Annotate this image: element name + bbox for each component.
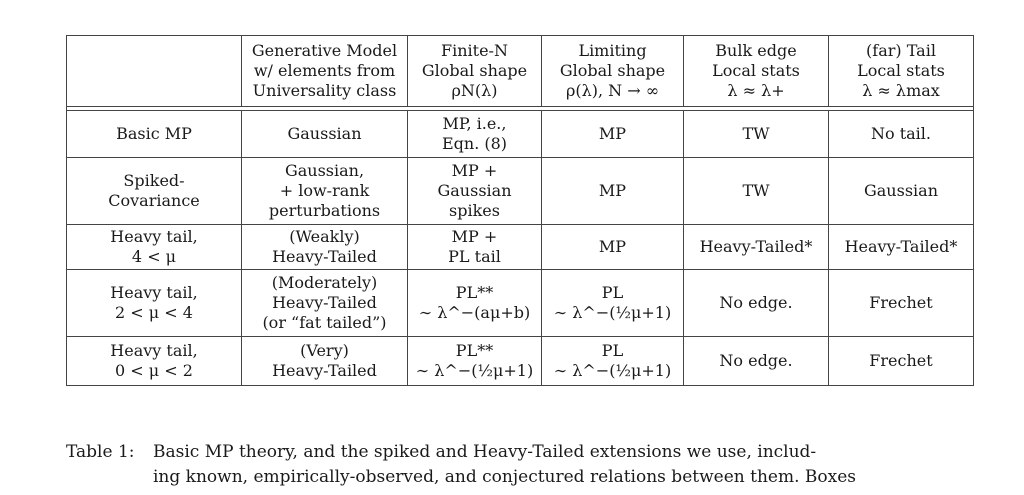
cell-line: MP + xyxy=(451,161,498,180)
header-limiting xyxy=(542,36,684,107)
cell-line: PL tail xyxy=(448,247,501,266)
limiting-cell xyxy=(542,337,684,386)
header-finite-n xyxy=(408,36,542,107)
model-name-cell xyxy=(67,225,242,270)
table-row xyxy=(67,158,974,225)
cell-line: ∼ λ^−(½μ+1) xyxy=(415,361,534,380)
header-line: Global shape xyxy=(421,61,528,80)
cell-line: Spiked- xyxy=(123,171,185,190)
cell-line: Gaussian xyxy=(437,181,512,200)
limiting-cell xyxy=(542,225,684,270)
cell-line: Heavy-Tailed* xyxy=(699,237,813,256)
cell-line: Heavy-Tailed xyxy=(272,293,377,312)
results-table xyxy=(66,35,974,386)
table-row xyxy=(67,225,974,270)
header-line: w/ elements from xyxy=(253,61,396,80)
cell-line: (Weakly) xyxy=(289,227,360,246)
header-line: Generative Model xyxy=(251,41,398,60)
cell-line: Gaussian, xyxy=(284,161,365,180)
cell-line: No tail. xyxy=(870,124,931,143)
finite-n-cell xyxy=(408,158,542,225)
model-name-cell xyxy=(67,158,242,225)
header-far-tail xyxy=(829,36,974,107)
cell-line: TW xyxy=(742,124,770,143)
cell-line: Frechet xyxy=(869,293,933,312)
bulk-edge-cell xyxy=(684,158,829,225)
far-tail-cell xyxy=(829,337,974,386)
cell-line: Gaussian xyxy=(287,124,362,143)
header-line: Finite-N xyxy=(441,41,508,60)
cell-line: Heavy tail, xyxy=(110,341,198,360)
cell-line: Heavy tail, xyxy=(110,227,198,246)
generative-model-cell xyxy=(242,111,408,158)
cell-line: 2 < μ < 4 xyxy=(115,303,193,322)
limiting-cell xyxy=(542,270,684,337)
header-line: Local stats xyxy=(712,61,800,80)
cell-line: 0 < μ < 2 xyxy=(115,361,193,380)
cell-line: PL xyxy=(601,341,624,360)
cell-line: (or “fat tailed”) xyxy=(262,313,387,332)
header-line: λ ≈ λ+ xyxy=(727,81,785,100)
cell-line: Gaussian xyxy=(863,181,938,200)
table-row xyxy=(67,270,974,337)
header-line: Limiting xyxy=(578,41,647,60)
cell-line: spikes xyxy=(449,201,500,220)
header-line: Universality class xyxy=(252,81,397,100)
model-name-cell xyxy=(67,337,242,386)
cell-line: Heavy-Tailed xyxy=(272,247,377,266)
cell-line: (Very) xyxy=(300,341,349,360)
finite-n-cell xyxy=(408,111,542,158)
cell-line: PL xyxy=(601,283,624,302)
far-tail-cell xyxy=(829,111,974,158)
cell-line: Heavy-Tailed* xyxy=(844,237,958,256)
table-row xyxy=(67,111,974,158)
header-cell-empty xyxy=(67,36,242,107)
cell-line: No edge. xyxy=(719,351,793,370)
cell-line: MP + xyxy=(451,227,498,246)
header-line: λ ≈ λmax xyxy=(862,81,940,100)
generative-model-cell xyxy=(242,337,408,386)
limiting-cell xyxy=(542,111,684,158)
cell-line: Covariance xyxy=(108,191,200,210)
cell-line: ∼ λ^−(½μ+1) xyxy=(553,303,672,322)
cell-line: Heavy tail, xyxy=(110,283,198,302)
finite-n-cell xyxy=(408,225,542,270)
finite-n-cell xyxy=(408,270,542,337)
header-bulk-edge xyxy=(684,36,829,107)
cell-line: PL** xyxy=(455,283,494,302)
limiting-cell xyxy=(542,158,684,225)
cell-line: No edge. xyxy=(719,293,793,312)
header-line: (far) Tail xyxy=(866,41,936,60)
cell-line: Heavy-Tailed xyxy=(272,361,377,380)
far-tail-cell xyxy=(829,270,974,337)
generative-model-cell xyxy=(242,225,408,270)
cell-line: PL** xyxy=(455,341,494,360)
cell-line: (Moderately) xyxy=(271,273,378,292)
bulk-edge-cell xyxy=(684,225,829,270)
table-body xyxy=(67,111,974,386)
caption-line-1: Basic MP theory, and the spiked and Heavy-Tailed extensions we use, includ- xyxy=(153,442,817,462)
bulk-edge-cell xyxy=(684,337,829,386)
model-name-cell xyxy=(67,111,242,158)
table-row xyxy=(67,337,974,386)
bulk-edge-cell xyxy=(684,270,829,337)
cell-line: TW xyxy=(742,181,770,200)
cell-line: Basic MP xyxy=(116,124,192,143)
cell-line: MP xyxy=(598,237,627,256)
table-header-row xyxy=(67,36,974,107)
cell-line: + low-rank xyxy=(279,181,370,200)
cell-line: perturbations xyxy=(268,201,381,220)
generative-model-cell xyxy=(242,158,408,225)
cell-line: MP xyxy=(598,124,627,143)
model-name-cell xyxy=(67,270,242,337)
caption-label: Table 1: xyxy=(66,442,135,462)
header-line: ρ(λ), N → ∞ xyxy=(565,81,660,100)
cell-line: ∼ λ^−(½μ+1) xyxy=(553,361,672,380)
far-tail-cell xyxy=(829,158,974,225)
cell-line: ∼ λ^−(aμ+b) xyxy=(418,303,531,322)
header-line: Bulk edge xyxy=(715,41,797,60)
cell-line: MP xyxy=(598,181,627,200)
header-generative-model xyxy=(242,36,408,107)
cell-line: Eqn. (8) xyxy=(441,134,508,153)
cell-line: Frechet xyxy=(869,351,933,370)
header-line: ρN(λ) xyxy=(451,81,498,100)
finite-n-cell xyxy=(408,337,542,386)
caption-line-2: ing known, empirically-observed, and conjectured relations between them. Boxes xyxy=(153,467,856,487)
cell-line: 4 < μ xyxy=(131,247,177,266)
far-tail-cell xyxy=(829,225,974,270)
cell-line: MP, i.e., xyxy=(442,114,507,133)
generative-model-cell xyxy=(242,270,408,337)
header-line: Global shape xyxy=(559,61,666,80)
header-line: Local stats xyxy=(857,61,945,80)
bulk-edge-cell xyxy=(684,111,829,158)
